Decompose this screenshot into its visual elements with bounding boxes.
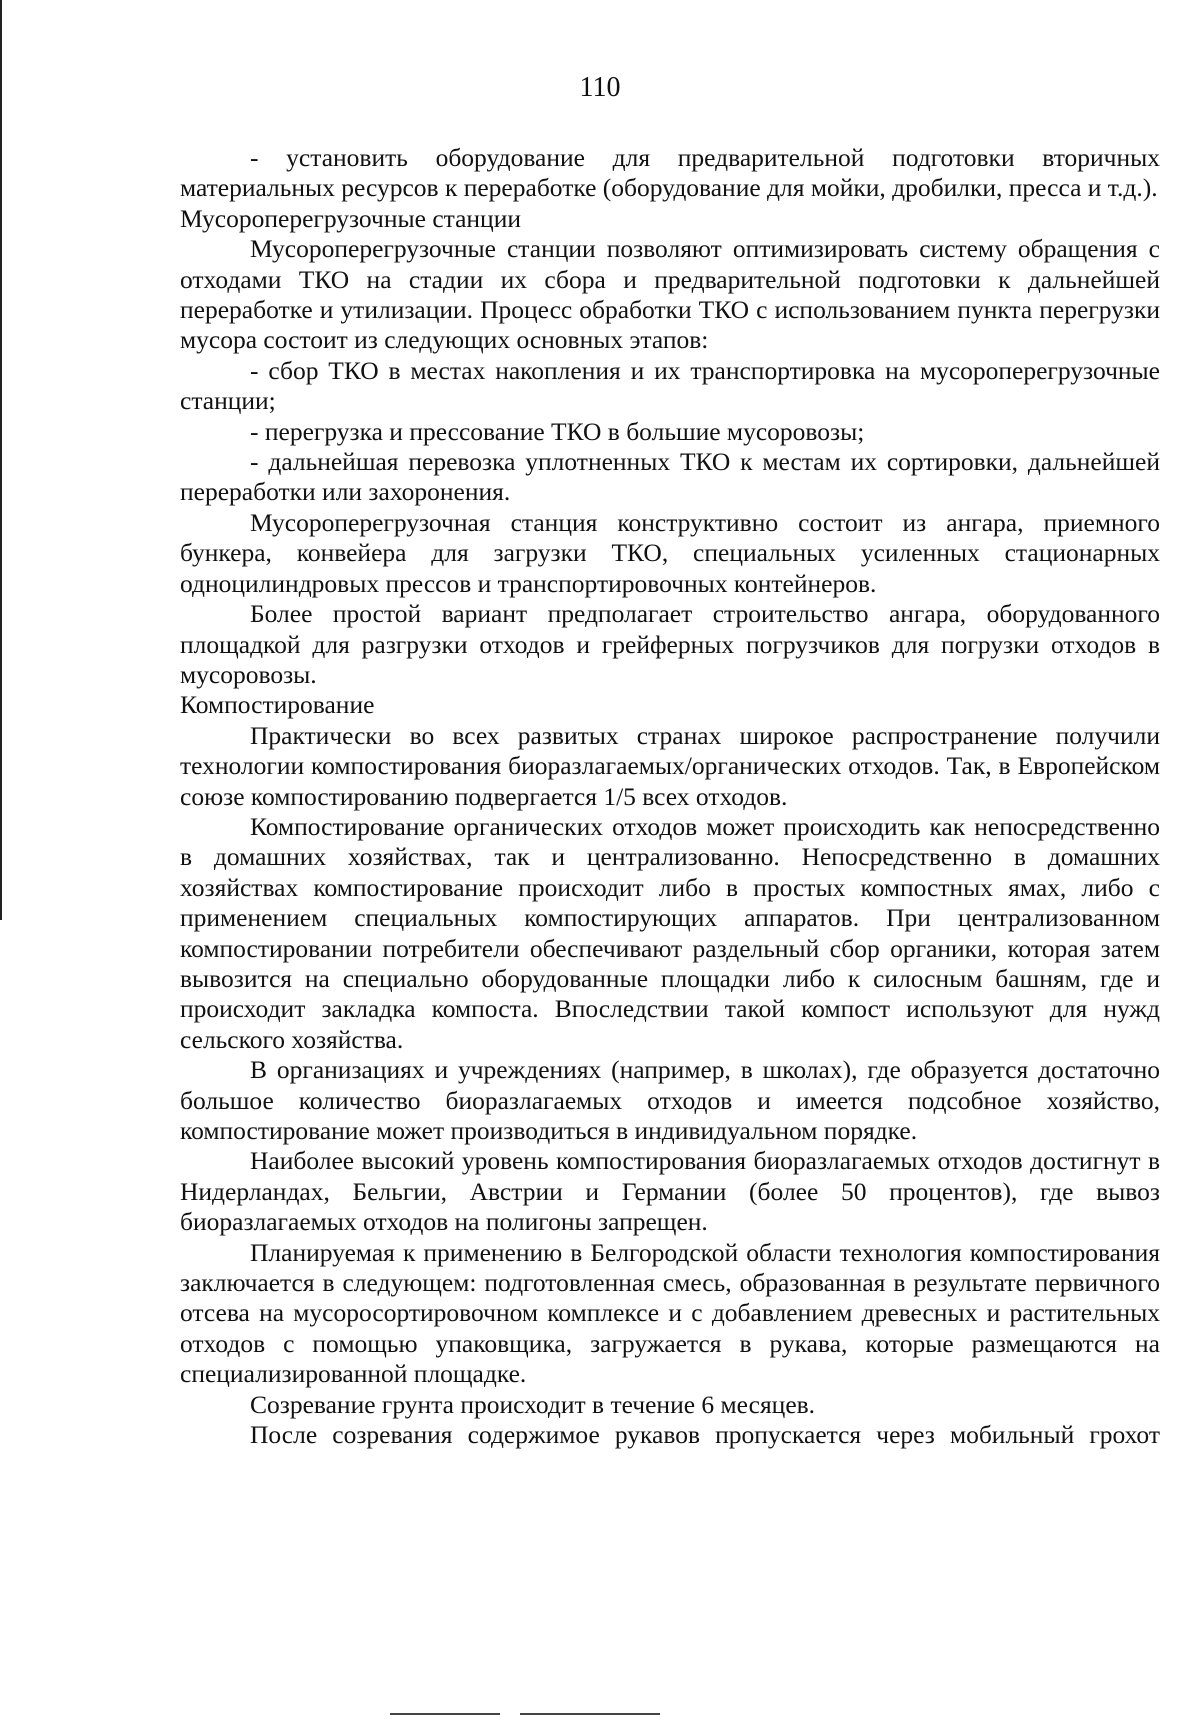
document-body xyxy=(180,143,1160,1450)
paragraph-composting-intro: Практически во всех развитых странах широкое распространение получили технологии компостирования биоразлагаемых/органических отходов. Так, в Европейском союзе компостированию подвергается 1/5 всех отходов. xyxy=(180,720,1160,811)
paragraph-transfer-step-3: - дальнейшая перевозка уплотненных ТКО к местам их сортировки, дальнейшей переработки или захоронения. xyxy=(180,447,1160,507)
scan-edge-line xyxy=(0,0,2,920)
paragraph-transfer-intro: Мусороперегрузочные станции позволяют оптимизировать систему обращения с отходами ТКО на стадии их сбора и предварительной подготовки к дальнейшей переработке и утилизации. Процесс обработки ТКО с использованием пункта перегрузки мусора состоит из следующих основных этапов: xyxy=(180,234,1160,355)
paragraph-composting-methods: Компостирование органических отходов может происходить как непосредственно в домашних хозяйствах, так и централизованно. Непосредственно в домашних хозяйствах компостирование происходит либо в простых компостных ямах, либо с применением специальных компостирующих аппаратов. При централизованном компостировании потребители обеспечивают раздельный сбор органики, которая затем вывозится на специально оборудованные площадки либо к силосным башням, где и происходит закладка компоста. Впоследствии такой компост используют для нужд сельского хозяйства. xyxy=(180,811,1160,1054)
paragraph-transfer-structure: Мусороперегрузочная станция конструктивно состоит из ангара, приемного бункера, конвейера для загрузки ТКО, специальных усиленных стационарных одноцилиндровых прессов и транспортировочных контейнеров. xyxy=(180,507,1160,598)
paragraph-transfer-step-2: - перегрузка и прессование ТКО в большие мусоровозы; xyxy=(250,416,865,446)
paragraph-composting-belgorod: Планируемая к применению в Белгородской области технология компостирования заключается в следующем: подготовленная смесь, образованная в результате первичного отсева на мусоросортировочном комплексе и с добавлением древесных и растительных отходов с помощью упаковщика, загружается в рукава, которые размещаются на специализированной площадке. xyxy=(180,1237,1160,1389)
page-number: 110 xyxy=(579,72,621,103)
paragraph-transfer-simple-variant: Более простой вариант предполагает строительство ангара, оборудованного площадкой для разгрузки отходов и грейферных погрузчиков для погрузки отходов в мусоровозы. xyxy=(180,599,1160,689)
paragraph-composting-after-maturation: После созревания содержимое рукавов пропускается через мобильный грохот xyxy=(250,1420,1160,1450)
paragraph-composting-organizations: В организациях и учреждениях (например, в школах), где образуется достаточно большое количество биоразлагаемых отходов и имеется подсобное хозяйство, компостирование может производиться в индивидуальном порядке. xyxy=(180,1055,1160,1145)
scan-artifact-line xyxy=(520,1713,660,1715)
paragraph-composting-maturation: Созревание грунта происходит в течение 6 месяцев. xyxy=(250,1389,816,1419)
paragraph-equipment: - установить оборудование для предварительной подготовки вторичных материальных ресурсов к переработке (оборудование для мойки, дробилки, пресса и т.д.). xyxy=(180,143,1160,203)
scan-artifact-line xyxy=(390,1713,500,1715)
paragraph-composting-countries: Наиболее высокий уровень компостирования биоразлагаемых отходов достигнут в Нидерландах, Бельгии, Австрии и Германии (более 50 процентов), где вывоз биоразлагаемых отходов на полигоны запрещен. xyxy=(180,1146,1160,1237)
section-heading-transfer-stations: Мусороперегрузочные станции xyxy=(180,203,522,233)
section-heading-composting: Компостирование xyxy=(180,690,375,720)
paragraph-transfer-step-1: - сбор ТКО в местах накопления и их транспортировка на мусороперегрузочные станции; xyxy=(180,355,1160,416)
